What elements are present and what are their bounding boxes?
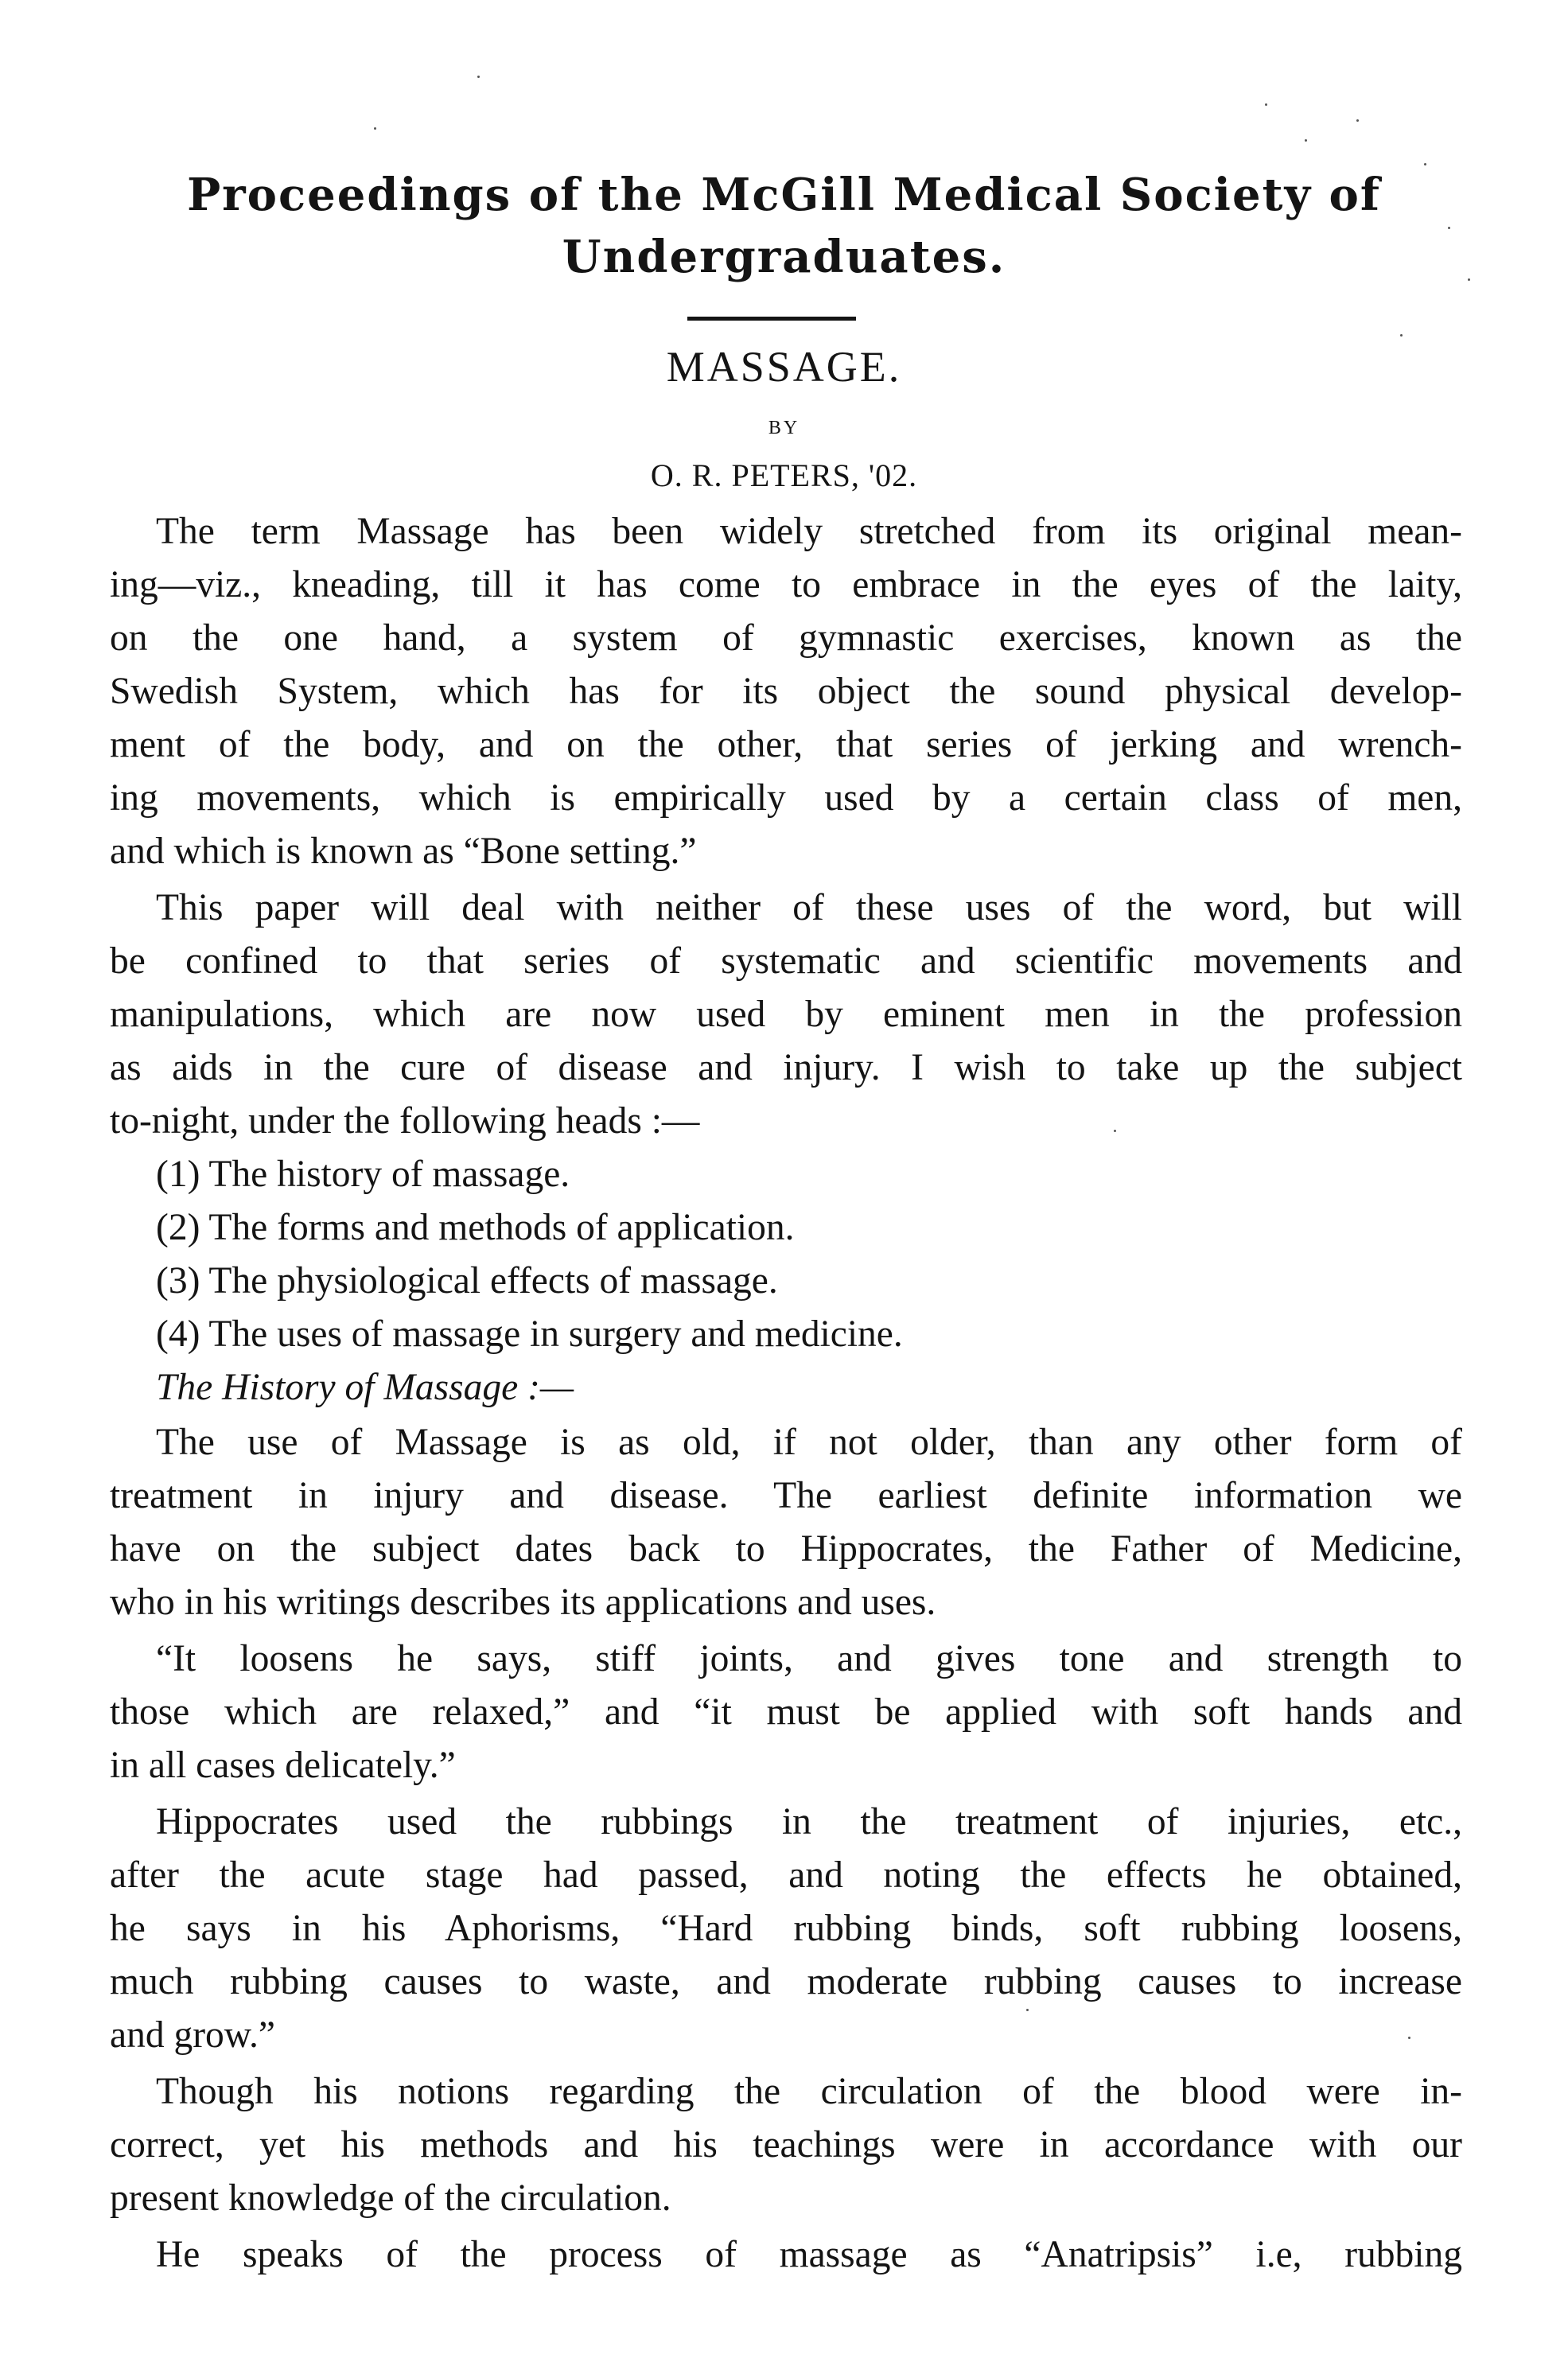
body-line: “It loosens he says, stiff joints, and gives tone and strength to	[156, 1638, 1462, 1679]
body-line: be confined to that series of systematic and scientific movements and	[110, 940, 1462, 982]
body-line: have on the subject dates back to Hippocrates, the Father of Medicine,	[110, 1528, 1462, 1570]
body-line: Hippocrates used the rubbings in the treatment of injuries, etc.,	[156, 1801, 1462, 1843]
section-subheading: The History of Massage :—	[156, 1367, 574, 1408]
scan-speck	[477, 76, 480, 78]
scan-speck	[1114, 1130, 1116, 1132]
body-line: This paper will deal with neither of these uses of the word, but will	[156, 887, 1462, 928]
scan-speck	[1026, 2009, 1029, 2011]
body-line: treatment in injury and disease. The earliest definite information we	[110, 1475, 1462, 1516]
scan-speck	[374, 127, 376, 130]
scan-speck	[1356, 119, 1359, 122]
body-line: and which is known as “Bone setting.”	[110, 831, 697, 872]
body-line: who in his writings describes its applications and uses.	[110, 1582, 936, 1623]
body-line: and grow.”	[110, 2014, 275, 2056]
body-line: correct, yet his methods and his teachings were in accordance with our	[110, 2124, 1462, 2166]
scan-speck	[1265, 103, 1267, 106]
body-line: on the one hand, a system of gymnastic exercises, known as the	[110, 617, 1462, 659]
scan-speck	[1424, 163, 1426, 165]
body-line: he says in his Aphorisms, “Hard rubbing binds, soft rubbing loosens,	[110, 1908, 1462, 1949]
body-line: The use of Massage is as old, if not older, than any other form of	[156, 1422, 1462, 1463]
journal-heading-line-2: Undergraduates.	[562, 231, 1006, 283]
body-line: after the acute stage had passed, and noting the effects he obtained,	[110, 1854, 1462, 1896]
body-line: Swedish System, which has for its object the sound physical develop-	[110, 671, 1462, 712]
scan-speck	[1448, 227, 1450, 229]
author-name: O. R. PETERS, '02.	[650, 457, 918, 493]
byline-label: BY	[768, 418, 800, 438]
body-line: much rubbing causes to waste, and moderate rubbing causes to increase	[110, 1961, 1462, 2002]
list-item: (1) The history of massage.	[156, 1154, 570, 1195]
scan-speck	[1408, 2037, 1410, 2039]
body-line: manipulations, which are now used by eminent men in the profession	[110, 994, 1462, 1035]
body-line: He speaks of the process of massage as “Anatripsis” i.e, rubbing	[156, 2234, 1462, 2275]
scan-speck	[1305, 139, 1307, 142]
body-line: ment of the body, and on the other, that series of jerking and wrench-	[110, 724, 1462, 765]
body-line: as aids in the cure of disease and injury. I wish to take up the subject	[110, 1047, 1462, 1088]
title-divider-rule	[687, 317, 856, 321]
scan-speck	[1468, 278, 1470, 281]
list-item: (3) The physiological effects of massage.	[156, 1260, 778, 1302]
body-line: ing movements, which is empirically used by a certain class of men,	[110, 777, 1462, 819]
body-line: those which are relaxed,” and “it must be applied with soft hands and	[110, 1691, 1462, 1733]
list-item: (4) The uses of massage in surgery and medicine.	[156, 1313, 903, 1355]
body-line: in all cases delicately.”	[110, 1745, 456, 1786]
article-title: MASSAGE.	[666, 343, 902, 391]
body-line: ing—viz., kneading, till it has come to embrace in the eyes of the laity,	[110, 564, 1462, 605]
body-line: to-night, under the following heads :—	[110, 1100, 700, 1142]
body-line: present knowledge of the circulation.	[110, 2177, 671, 2219]
list-item: (2) The forms and methods of application.	[156, 1207, 795, 1248]
journal-heading-line-1: Proceedings of the McGill Medical Society of	[187, 169, 1381, 221]
body-line: The term Massage has been widely stretched from its original mean-	[156, 511, 1462, 552]
scan-speck	[1400, 334, 1403, 337]
body-line: Though his notions regarding the circulation of the blood were in-	[156, 2071, 1462, 2112]
